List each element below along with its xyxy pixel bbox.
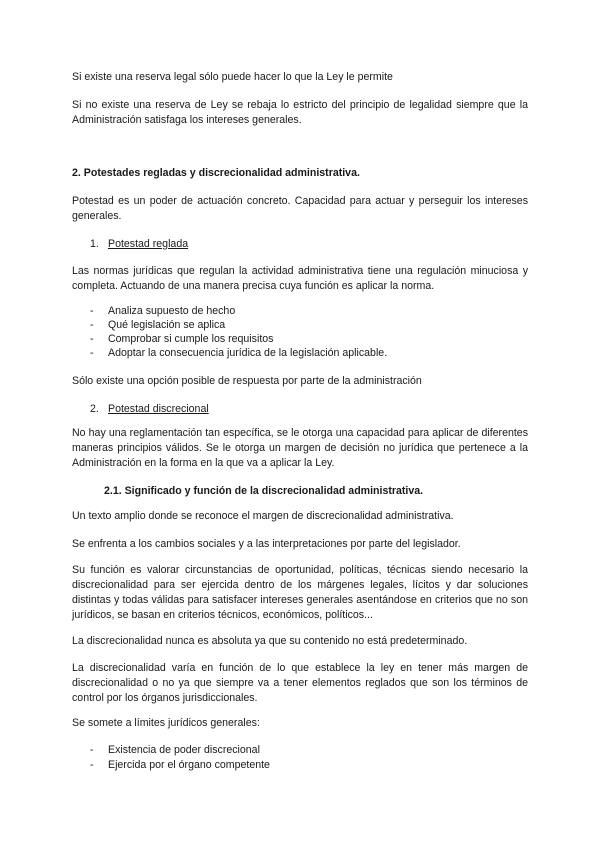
paragraph-limites: Se somete a límites jurídicos generales: xyxy=(72,717,260,729)
subheading-potestad-discrecional: Potestad discrecional xyxy=(108,403,209,415)
paragraph-nunca-absoluta: La discrecionalidad nunca es absoluta ya que su contenido no está predeterminado. xyxy=(72,635,468,647)
bullet-dash: - xyxy=(90,319,94,331)
list-item: - Comprobar si cumple los requisitos xyxy=(90,333,274,345)
paragraph-reserva-legal: Si existe una reserva legal sólo puede hacer lo que la Ley le permite xyxy=(72,71,393,83)
bullet-dash: - xyxy=(90,759,94,771)
paragraph-potestad-definicion: Potestad es un poder de actuación concreto. Capacidad para actuar y perseguir los intereses generales. xyxy=(72,195,528,222)
paragraph-texto-amplio: Un texto amplio donde se reconoce el margen de discrecionalidad administrativa. xyxy=(72,510,454,522)
list-item: - Analiza supuesto de hecho xyxy=(90,305,236,317)
paragraph-cambios-sociales: Se enfrenta a los cambios sociales y a las interpretaciones por parte del legislador. xyxy=(72,538,461,550)
paragraph-reglamentacion: No hay una reglamentación tan específica, se le otorga una capacidad para aplicar de diferentes maneras principios válidos. Se le otorga un margen de decisión no jurídica que pertenece a la Administración en la forma en la que va a aplicar la Ley. xyxy=(72,427,528,469)
bullet-dash: - xyxy=(90,744,94,756)
list-item: - Ejercida por el órgano competente xyxy=(90,759,270,771)
list-number-1: 1. xyxy=(90,238,99,250)
list-item: - Adoptar la consecuencia jurídica de la legislación aplicable. xyxy=(90,347,388,359)
paragraph-varia: La discrecionalidad varía en función de lo que establece la ley en tener más margen de discrecionalidad o no ya que siempre va a tener elementos reglados que son los términos de control por los órganos jurisdiccionales. xyxy=(72,662,528,704)
paragraph-funcion: Su función es valorar circunstancias de oportunidad, políticas, técnicas siendo necesario la discrecionalidad para ser ejercida dentro de los márgenes legales, lícitos y dar soluciones distintas y todas válidas para satisfacer intereses generales asentándose en criterios que no son jurídicos, se basan en criterios técnicos, económicos, políticos... xyxy=(72,564,528,621)
paragraph-normas-juridicas: Las normas jurídicas que regulan la actividad administrativa tiene una regulación minuciosa y completa. Actuando de una manera precisa cuya función es aplicar la norma. xyxy=(72,265,528,292)
subsection-heading-2-1: 2.1. Significado y función de la discrecionalidad administrativa. xyxy=(104,485,424,497)
section-heading-potestades: 2. Potestades regladas y discrecionalidad administrativa. xyxy=(72,167,360,179)
list-number-2: 2. xyxy=(90,403,99,415)
subheading-potestad-reglada: Potestad reglada xyxy=(108,238,189,250)
bullet-dash: - xyxy=(90,347,94,359)
list-item: - Existencia de poder discrecional xyxy=(90,744,260,756)
bullet-dash: - xyxy=(90,333,94,345)
list-item: - Qué legislación se aplica xyxy=(90,319,226,331)
paragraph-sin-reserva: Si no existe una reserva de Ley se rebaja lo estricto del principio de legalidad siempre que la Administración satisfaga los intereses generales. xyxy=(72,99,528,126)
paragraph-una-opcion: Sólo existe una opción posible de respuesta por parte de la administración xyxy=(72,375,422,387)
bullet-dash: - xyxy=(90,305,94,317)
